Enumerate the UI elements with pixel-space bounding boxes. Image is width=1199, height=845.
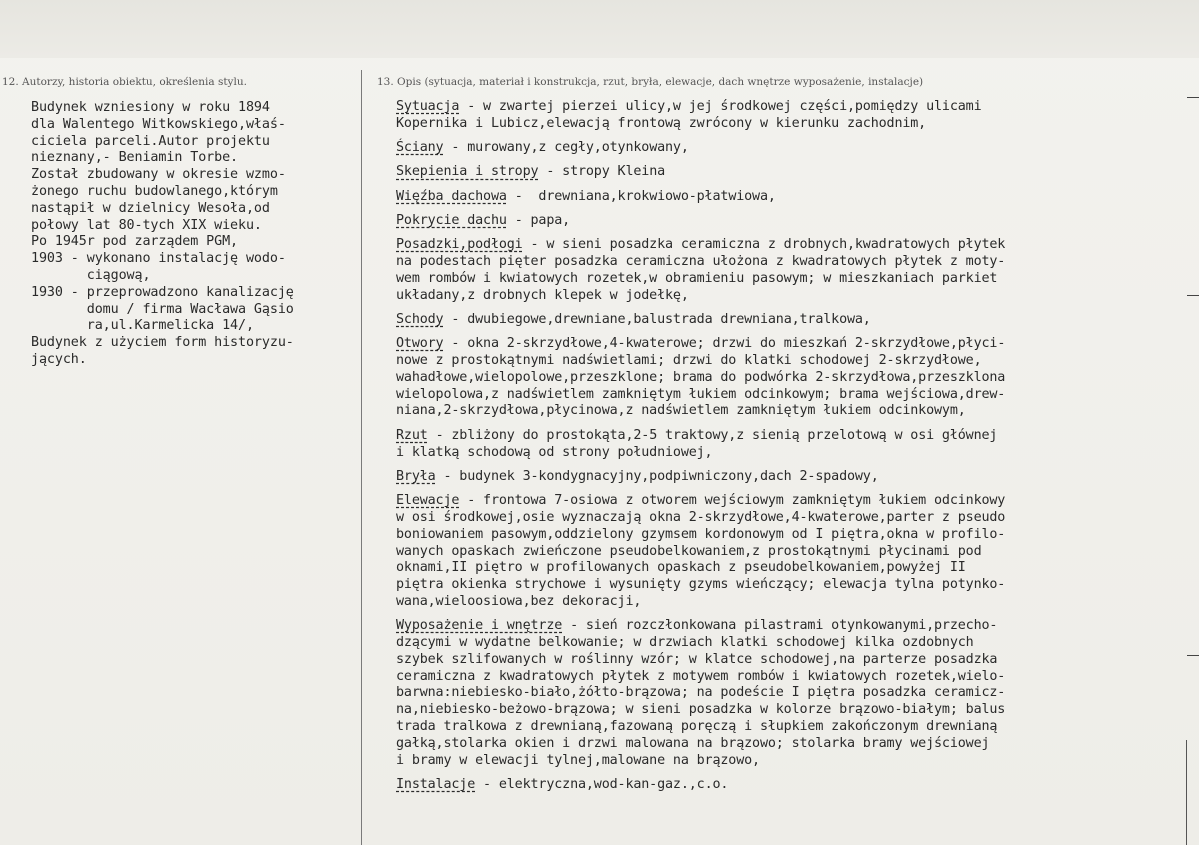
description-line — [396, 99, 1186, 116]
section-text: boniowaniem pasowym,oddzielony gzymsem kordonowym od I piętra,okna w profilo- — [396, 526, 1006, 542]
description-line — [396, 594, 1186, 611]
description-line — [396, 685, 1186, 702]
description-section — [396, 140, 1186, 157]
section-text: - stropy Kleina — [538, 164, 666, 180]
description-line — [396, 164, 1186, 181]
section-label: Schody — [396, 311, 444, 327]
description-line — [396, 560, 1186, 577]
description-line — [396, 254, 1186, 271]
history-line: połowy lat 80-tych XIX wieku. — [31, 217, 262, 233]
description-line — [396, 403, 1186, 420]
column-divider — [361, 70, 362, 845]
history-line: ra,ul.Karmelicka 14/, — [31, 318, 254, 334]
section-text: - murowany,z cegły,otynkowany, — [443, 140, 689, 156]
history-line: jących. — [31, 351, 87, 367]
description-line — [396, 353, 1186, 370]
description-line — [396, 271, 1186, 288]
description-section — [396, 164, 1186, 181]
right-margin-line — [1186, 740, 1187, 845]
section-text: - w sieni posadzka ceramiczna z drobnych,kwadratowych płytek — [522, 237, 1006, 253]
description-section — [396, 777, 1186, 794]
description-line — [396, 510, 1186, 527]
description-line — [396, 527, 1186, 544]
description-line — [396, 312, 1186, 329]
section-label: Skepienia i stropy — [396, 164, 539, 180]
margin-tick — [1187, 655, 1199, 656]
scan-top-edge — [0, 0, 1199, 58]
description-section — [396, 312, 1186, 329]
description-line — [396, 140, 1186, 157]
section-text: ceramiczna z kwadratowych płytek z motywem rombów i kwiatowych rozetek,wielo- — [396, 668, 1006, 684]
description-section — [396, 189, 1186, 206]
description-line — [396, 237, 1186, 254]
section-text: dzącymi w wydatne belkowanie; w drzwiach klatki schodowej kilka ozdobnych — [396, 635, 974, 651]
history-line: 1930 - przeprowadzono kanalizację — [31, 284, 294, 300]
section-text: - papa, — [506, 212, 571, 228]
section-text: układany,z drobnych klepek w jodełkę, — [396, 287, 689, 303]
history-line: Budynek wzniesiony w roku 1894 — [31, 100, 270, 115]
section-label: Wyposażenie i wnętrze — [396, 618, 563, 634]
margin-tick — [1187, 295, 1199, 296]
history-line: Po 1945r pod zarządem PGM, — [31, 234, 239, 250]
section-text: i klatką schodową od strony południowej, — [396, 444, 713, 460]
section-text: trada tralkowa z drewnianą,fazowaną poręczą i słupkiem zakończonym drewnianą — [396, 719, 998, 734]
section-text: na,niebiesko-beżowo-brązowa; w sieni posadzka w kolorze brązowo-białym; balus — [396, 702, 1006, 718]
section-text: oknami,II piętro w profilowanych opaskach z pseudobelkowaniem,powyżej II — [396, 560, 966, 576]
section-label: Sytuacja — [396, 99, 460, 114]
description-line — [396, 736, 1186, 753]
description-section — [396, 213, 1186, 230]
description-line — [396, 213, 1186, 230]
description-text — [396, 99, 1186, 801]
section-label: Rzut — [396, 427, 428, 443]
history-line: nieznany,- Beniamin Torbe. — [31, 150, 239, 166]
description-line — [396, 189, 1186, 206]
history-line: ciągową, — [31, 267, 151, 283]
section-label: Posadzki,podłogi — [396, 237, 523, 253]
margin-tick — [1187, 97, 1199, 98]
section-label: Ściany — [396, 140, 444, 156]
description-line — [396, 669, 1186, 686]
section-text: - dwubiegowe,drewniane,balustrada drewniana,tralkowa, — [443, 311, 871, 327]
description-line — [396, 445, 1186, 462]
description-line — [396, 702, 1186, 719]
section-label: Instalacje — [396, 776, 476, 792]
section-label: Pokrycie dachu — [396, 212, 507, 228]
description-section — [396, 237, 1186, 304]
section-text: niana,2-skrzydłowa,płycinowa,z nadświetlem zamkniętym łukiem odcinkowym, — [396, 403, 966, 419]
section-label: Więźba dachowa — [396, 188, 507, 204]
history-line: Budynek z użyciem form historyzu- — [31, 335, 294, 351]
section-text: - frontowa 7-osiowa z otworem wejściowym zamkniętym łukiem odcinkowy — [459, 493, 1006, 509]
description-line — [396, 777, 1186, 794]
section-text: piętra okienka strychowe i wysunięty gzyms wieńczący; elewacja tylna potynko- — [396, 577, 1006, 593]
description-line — [396, 652, 1186, 669]
description-section — [396, 493, 1186, 611]
history-line: dla Walentego Witkowskiego,właś- — [31, 116, 286, 132]
section-text: - zbliżony do prostokąta,2-5 traktowy,z sienią przelotową w osi głównej — [427, 427, 998, 443]
history-text — [31, 100, 361, 369]
history-line: nastąpił w dzielnicy Wesoła,od — [31, 200, 270, 216]
section-text: - elektryczna,wod-kan-gaz.,c.o. — [475, 776, 729, 792]
description-line — [396, 753, 1186, 770]
section-text: szybek szlifowanych w roślinny wzór; w klatce schodowej,na parterze posadzka — [396, 651, 998, 667]
section-text: - budynek 3-kondygnacyjny,podpiwniczony,dach 2-spadowy, — [435, 468, 879, 484]
section-text: wana,wieloosiowa,bez dekoracji, — [396, 593, 642, 609]
section-text: Kopernika i Lubicz,elewacją frontową zwrócony w kierunku zachodnim, — [396, 115, 927, 131]
description-line — [396, 387, 1186, 404]
section-text: i bramy w elewacji tylnej,malowane na brązowo, — [396, 752, 760, 768]
section-text: - sień rozczłonkowana pilastrami otynkowanymi,przecho- — [562, 618, 998, 634]
description-line — [396, 428, 1186, 445]
description-line — [396, 544, 1186, 561]
description-section — [396, 336, 1186, 420]
history-line: ciciela parceli.Autor projektu — [31, 133, 270, 149]
left-column-heading: 12. Autorzy, historia obiektu, określenia stylu. — [2, 76, 247, 88]
section-text: gałką,stolarka okien i drzwi malowana na brązowo; stolarka bramy wejściowej — [396, 735, 990, 751]
section-text: nowe z prostokątnymi nadświetlami; drzwi do klatki schodowej 2-skrzydłowe, — [396, 353, 982, 369]
history-line: żonego ruchu budowlanego,którym — [31, 183, 278, 199]
description-line — [396, 469, 1186, 486]
description-line — [396, 618, 1186, 635]
section-label: Otwory — [396, 336, 444, 352]
description-line — [396, 336, 1186, 353]
section-text: barwna:niebiesko-biało,żółto-brązowa; na podeście I piętra posadzka ceramicz- — [396, 685, 1006, 701]
section-text: wahadłowe,wielopolowe,przeszklone; brama do podwórka 2-skrzydłowa,przeszklona — [396, 369, 1006, 385]
description-line — [396, 493, 1186, 510]
description-section — [396, 99, 1186, 133]
description-line — [396, 288, 1186, 305]
section-text: wem rombów i kwiatowych rozetek,w obramieniu pasowym; w mieszkaniach parkiet — [396, 270, 998, 286]
section-text: w osi środkowej,osie wyznaczają okna 2-skrzydłowe,4-kwaterowe,parter z pseudo — [396, 509, 1006, 525]
description-line — [396, 635, 1186, 652]
description-line — [396, 719, 1186, 736]
description-section — [396, 618, 1186, 769]
description-line — [396, 370, 1186, 387]
section-label: Bryła — [396, 468, 436, 484]
right-column-heading: 13. Opis (sytuacja, materiał i konstrukcja, rzut, bryła, elewacje, dach wnętrze wyposażenie, instalacje) — [377, 76, 924, 88]
section-text: wielopolowa,z nadświetlem zamkniętym łukiem odcinkowym; brama wejściowa,drew- — [396, 386, 1006, 402]
description-section — [396, 469, 1186, 486]
section-text: - okna 2-skrzydłowe,4-kwaterowe; drzwi do mieszkań 2-skrzydłowe,płyci- — [443, 336, 1006, 352]
section-text: - drewniana,krokwiowo-płatwiowa, — [506, 188, 776, 204]
section-text: - w zwartej pierzei ulicy,w jej środkowej części,pomiędzy ulicami — [459, 99, 982, 114]
description-section — [396, 428, 1186, 462]
history-line: domu / firma Wacława Gąsio — [31, 301, 294, 317]
history-line: 1903 - wykonano instalację wodo- — [31, 251, 286, 267]
history-line: Został zbudowany w okresie wzmo- — [31, 167, 286, 183]
description-line — [396, 116, 1186, 133]
section-label: Elewacje — [396, 493, 460, 509]
section-text: wanych opaskach zwieńczone pseudobelkowaniem,z prostokątnymi płycinami pod — [396, 543, 982, 559]
description-line — [396, 577, 1186, 594]
section-text: na podestach pięter posadzka ceramiczna ułożona z kwadratowych płytek z moty- — [396, 254, 1006, 270]
